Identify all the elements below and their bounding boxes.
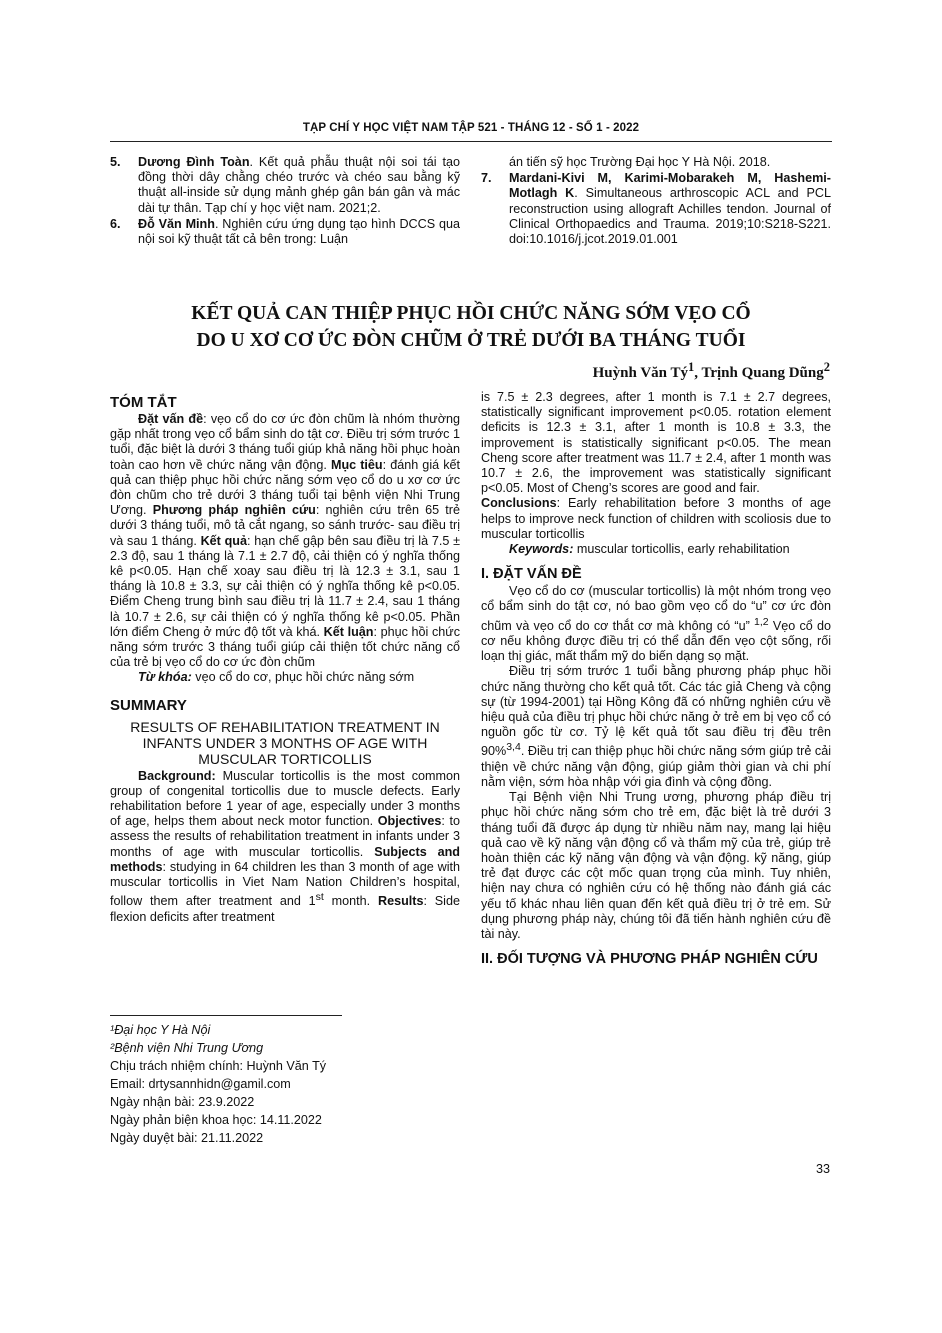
para-text: Vẹo cổ do cơ (muscular torticollis) là một nhóm trong vẹo cổ bẩm sinh do tật cơ, nó bao gồm vẹo cổ do “u” cơ ức đòn chũm và vẹo cổ do cơ thắt cơ mà không có “u” [481,584,831,633]
label-conclusions-en: Conclusions [481,496,557,511]
title-line-1: KẾT QUẢ CAN THIỆP PHỤC HỒI CHỨC NĂNG SỚM VẸO CỔ [191,303,751,324]
reference-item [481,171,831,247]
footnotes [110,1021,326,1147]
label-methods: Phương pháp nghiên cứu [152,503,316,518]
article-title [110,300,832,354]
text-results: : hạn chế gập bên sau điều trị là 7.5 ± 2.3 độ, sau 1 tháng là 7.1 ± 2.7 độ, cải thiện có ý nghĩa thống kê p<0.05. Hạn chế xoay sau điều trị là 12.3 ± 3.1, sau 1 tháng là 10.8 ± 3.3, sự cải thiện có ý nghĩa thống kê p<0.05. Điểm Cheng trung bình sau điều trị là 11.7 ± 2.4, sau 1 tháng là 10.7 ± 2.6, sự cải thiện có ý nghĩa thống kê p<0.05. Phần lớn điểm Cheng ở mức độ tốt và khá. [110,533,460,639]
keywords-label: Từ khóa: [138,670,192,685]
keywords-vi [110,670,460,685]
reference-author: Mardani-Kivi M, Karimi-Mobarakeh M, Hashemi-Motlagh K [509,171,831,201]
section-1-paragraph-2 [481,664,831,790]
reference-number: 7. [481,171,492,186]
label-conclusion: Kết luận [323,624,374,639]
citation: 3,4 [506,741,521,754]
reference-number [481,155,509,170]
affiliation-1: ¹Đại học Y Hà Nội [110,1023,211,1037]
keywords-en-text: muscular torticollis, early rehabilitation [573,542,790,557]
email: Email: drtysannhidn@gamil.com [110,1077,291,1091]
summary-body-part2: is 7.5 ± 2.3 degrees, after 1 month is 7.1 ± 2.7 degrees, statistically significant improvement p<0.05. rotation element deficits is 12.3 ± 3.1, after 1 month is 10.8 ± 3.3, the improvement is statistically significant p<0.05. The mean Cheng score after treatment was 11.7 ± 2.4, after 1 month was 10.7 ± 2.6, the improvement was statistically significant p<0.05. Most of Cheng’s scores are good and fair. [481,390,831,496]
keywords-en [481,542,831,557]
label-objectives-en: Objectives [377,814,442,829]
author-1-affiliation: 1 [687,360,695,374]
para-text: Vẹo cổ do cơ nếu không được điều trị có thể dẫn đến vẹo cột sống, rối loạn thị giác, mất thẩm mỹ do biến dạng sọ mặt. [481,618,831,664]
text-background-en: Muscular torticollis is the most common group of congenital torticollis due to muscle defects. Early rehabilitation before 1 year of age, especially under 3 months of age, helps them about neck motor function. [110,768,460,829]
journal-header: TẠP CHÍ Y HỌC VIỆT NAM TẬP 521 - THÁNG 12 - SỐ 1 - 2022 [302,122,640,134]
label-objective: Mục tiêu [330,457,383,472]
reference-item [481,155,831,170]
date-reviewed: Ngày phản biện khoa học: 14.11.2022 [110,1113,322,1127]
keywords-text: vẹo cổ do cơ, phục hồi chức năng sớm [191,670,415,685]
text-methods: : nghiên cứu trên 65 trẻ dưới 3 tháng tuổi, mô tả cắt ngang, so sánh trước- sau điều trị và sau 1 tháng. [110,503,461,548]
para-text: Điều trị sớm trước 1 tuổi bằng phương pháp phục hồi chức năng thường cho kết quả tốt. Các tác giả Cheng và cộng sự (từ 1994-2001) tại Hồng Kông đã có những nghiên cứu về hiệu quả của điều trị phục hồi chức năng ở trẻ em bị vẹo cổ có nguồn gốc từ cơ. Tỷ lệ kết quả tốt sau điều trị đều trên 90% [481,664,831,759]
author-2-affiliation: 2 [823,360,830,374]
authors [593,360,830,382]
date-received: Ngày nhận bài: 23.9.2022 [110,1095,255,1109]
reference-text: . Simultaneous arthroscopic ACL and PCL reconstruction using allograft Achilles tendon. Journal of Clinical Orthopaedics and Trauma. 2019;10:S218-S221. doi:10.1016/j.jcot.2019.01.001 [509,186,831,247]
summary-body-part1 [110,769,460,925]
reference-text: . Nghiên cứu ứng dụng tạo hình DCCS qua nội soi kỹ thuật tất cả bên trong: Luận [138,216,460,247]
text-methods-en: : studying in 64 children les than 3 month of age with muscular torticollis in Viet Nam Nation Children’s hospital, follow them after treatment and 1 [110,859,460,909]
text-background: : vẹo cổ do cơ ức đòn chũm là nhóm thường gặp nhất trong vẹo cổ bẩm sinh do tật cơ. Điều trị sớm trước 1 tuổi, đặc biệt là dưới 3 tháng tuổi giúp khả năng hồi phục hoàn toàn cao hơn về chức năng vận động. [110,412,460,472]
author-1: Huỳnh Văn Tý [592,365,688,381]
section-1-paragraph-1 [481,584,831,664]
abstract-heading: TÓM TẮT [110,394,177,411]
footnote-rule [110,1015,342,1016]
abstract-body [110,412,460,670]
corresponding-author: Chịu trách nhiệm chính: Huỳnh Văn Tý [110,1059,327,1073]
text-objective: : đánh giá kết quả can thiệp phục hồi chức năng sớm vẹo cổ do u xơ cơ ức đòn chũm cho trẻ dưới 3 tháng tuổi tại bệnh viện Nhi Trung Ương. [110,457,461,518]
summary-conclusions [481,496,831,542]
label-methods-en: Subjects and methods [110,844,460,874]
text-conclusion: : phục hồi chức năng sớm trước 3 tháng tuổi giúp cải thiện tốt chức năng cổ của trẻ bị vẹo cổ do cơ ức đòn chũm [110,624,460,670]
author-separator: , [694,365,702,381]
right-column [481,390,831,969]
page-number: 33 [815,1162,830,1176]
section-1-paragraph-3: Tại Bệnh viện Nhi Trung ương, phương pháp điều trị phục hồi chức năng sớm cho trẻ em, đặc biệt là trẻ dưới 3 tháng tuổi đã được áp dụng từ nhiều năm nay, mang lại hiệu quả cao về kỹ năng vận động cổ và thẩm mỹ của trẻ, giúp trẻ hoàn thiện các kỹ năng vận động và vận động. kỹ năng, giúp trẻ đạt được các cột mốc quan trọng của mình. Tuy nhiên, hiện nay chưa có nghiên cứu có hệ thống nào đánh giá các yếu tố khác nhau liên quan đến kết quả điều trị ở trẻ em. Sử dụng phương pháp này, chúng tôi đã tiến hành nghiên cứu đề tài này. [481,790,831,942]
author-2: Trịnh Quang Dũng [701,365,824,381]
label-results-en: Results [377,894,424,909]
section-1-heading: I. ĐẶT VẤN ĐỀ [481,566,582,583]
para-text: . Điều trị can thiệp phục hồi chức năng sớm giúp trẻ cải thiện về chức năng vận động, giúp giảm thời gian và chi phí nằm viện, sớm hòa nhập với gia đình và cộng đồng. [481,744,831,790]
left-column [110,393,460,925]
citation: 1,2 [754,615,769,628]
title-line-2: DO U XƠ CƠ ỨC ĐÒN CHŨM Ở TRẺ DƯỚI BA THÁNG TUỔI [196,330,746,351]
header-rule [110,141,832,142]
label-background: Đặt vấn đề [138,412,204,426]
summary-heading: SUMMARY [110,696,187,714]
references-right [481,155,831,248]
reference-number: 6. [110,216,121,231]
summary-title: RESULTS OF REHABILITATION TREATMENT IN INFANTS UNDER 3 MONTHS OF AGE WITH MUSCULAR TORTICOLLIS [130,718,440,767]
superscript-st: st [315,891,324,904]
references-left [110,155,460,248]
reference-text: án tiến sỹ học Trường Đại học Y Hà Nội. 2018. [509,155,771,169]
text-methods-en-end: month. [323,894,371,909]
reference-author: Dương Đình Toàn [138,155,250,169]
section-2-heading: II. ĐỐI TƯỢNG VÀ PHƯƠNG PHÁP NGHIÊN CỨU [481,951,818,968]
label-results: Kết quả [200,533,247,548]
keywords-en-label: Keywords: [509,542,574,557]
reference-text: . Kết quả phẫu thuật nội soi tái tạo đồng thời dây chằng chéo trước và chéo sau bằng kỹ thuật all-inside sử dụng mảnh ghép gân bán gân và mác dài tự thân. Tạp chí y học việt nam. 2021;2. [138,155,460,215]
text-conclusions-en: : Early rehabilitation before 3 months of age helps to improve neck function of children with scoliosis due to muscular torticollis [481,496,831,541]
reference-author: Đỗ Văn Minh [138,216,215,231]
label-background-en: Background: [138,768,216,783]
reference-number: 5. [110,155,121,169]
reference-item [110,217,460,247]
date-accepted: Ngày duyệt bài: 21.11.2022 [110,1131,264,1145]
text-results-en-start: : Side flexion deficits after treatment [110,894,460,924]
affiliation-2: ²Bệnh viện Nhi Trung Ương [110,1041,264,1055]
reference-item [110,155,460,216]
text-objectives-en: : to assess the results of rehabilitation treatment in infants under 3 months of age with muscular torticollis. [110,814,461,859]
